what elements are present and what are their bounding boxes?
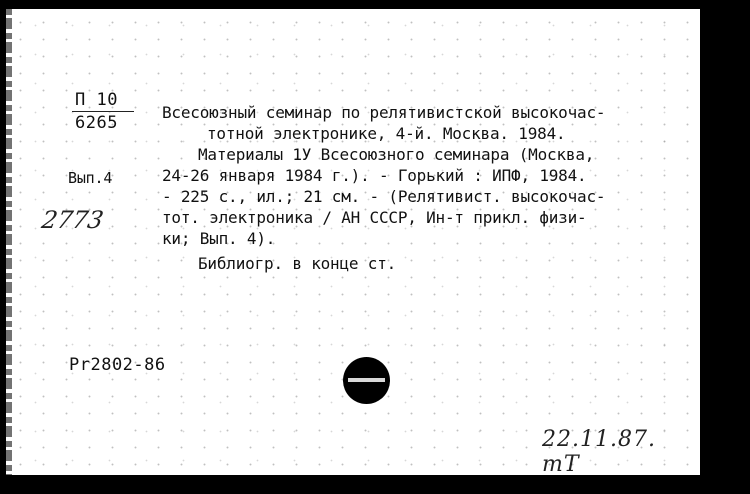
issue-label: Вып.4 [68,169,113,187]
scan-edge [6,9,12,475]
entry-line: Библиогр. в конце ст. [198,254,397,273]
entry-line: тотной электронике, 4-й. Москва. 1984. [207,124,566,143]
entry-line: Материалы 1У Всесоюзного семинара (Москва, [198,145,595,164]
entry-line: ки; Вып. 4). [162,229,276,248]
call-number-divider [72,111,134,112]
entry-line: тот. электроника / АН СССР, Ин-т прикл. физи- [162,208,587,227]
entry-line: 24-26 января 1984 г.). - Горький : ИПФ, 1984. [162,166,587,185]
entry-line: Всесоюзный семинар по релятивистской высокочас- [162,103,606,122]
entry-line: - 225 с., ил.; 21 см. - (Релятивист. высокочас- [162,187,606,206]
catalog-card [6,9,700,475]
inventory-number: Pr2802-86 [69,355,166,375]
handwritten-date: 22.11.87. mT [542,427,656,475]
bibliographic-entry [162,102,605,274]
punch-hole [343,357,390,404]
call-number-top: П 10 [75,90,118,110]
handwritten-note: 2773 [39,206,106,234]
call-number-bottom: 6265 [75,113,118,133]
